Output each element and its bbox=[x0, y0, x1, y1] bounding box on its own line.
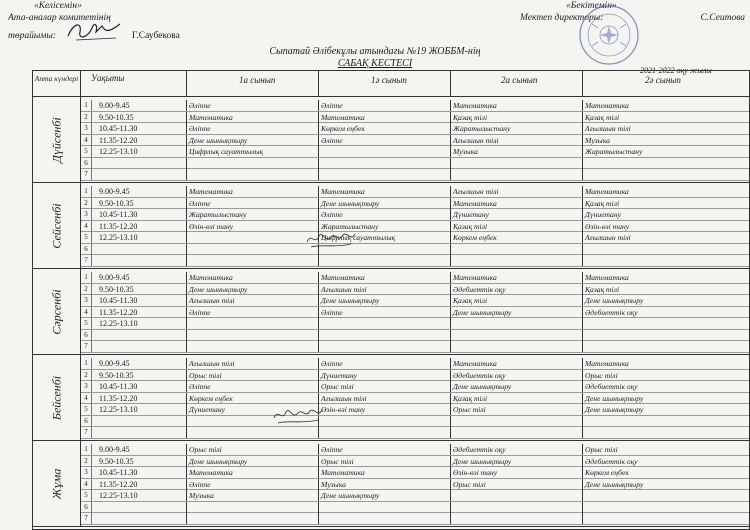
lesson-row bbox=[81, 169, 749, 181]
subject-cell: Әдебиеттік оқу bbox=[585, 382, 638, 391]
subject-cell: Көркем еңбек bbox=[187, 393, 319, 404]
subject-cell bbox=[451, 255, 583, 266]
subject-cell bbox=[319, 169, 451, 180]
lesson-number: 2 bbox=[81, 370, 92, 381]
subject-cell: Орыс тілі bbox=[319, 381, 451, 392]
subject-cell: Қазақ тілі bbox=[585, 112, 620, 122]
lesson-time: 11.35-12.20 bbox=[93, 307, 187, 318]
lesson-row bbox=[81, 330, 749, 342]
lesson-row bbox=[81, 467, 749, 479]
subject-cell: Математика bbox=[585, 273, 629, 282]
subject-cell bbox=[583, 169, 749, 180]
lesson-row bbox=[81, 404, 749, 416]
subject-cell bbox=[451, 513, 583, 524]
subject-cell: Дене шынықтыру bbox=[585, 393, 644, 403]
subject-cell: Қазақ тілі bbox=[451, 393, 583, 404]
subject-cell: Әдебиеттік оқу bbox=[585, 456, 638, 466]
subject-cell: Өзін-өзі тану bbox=[585, 221, 630, 231]
subject-cell: Дүниетану bbox=[319, 370, 451, 381]
lesson-number: 6 bbox=[81, 158, 92, 169]
subject-cell: Музыка bbox=[451, 146, 583, 157]
lesson-number: 7 bbox=[81, 427, 92, 438]
lesson-time: 9.50-10.35 bbox=[93, 456, 187, 467]
lesson-number: 1 bbox=[81, 186, 92, 197]
subject-cell: Музыка bbox=[319, 479, 451, 490]
lesson-row bbox=[81, 158, 749, 170]
lesson-number: 2 bbox=[81, 198, 92, 209]
subject-cell bbox=[187, 341, 319, 352]
subject-cell: Өзін-өзі тану bbox=[319, 404, 451, 415]
subject-cell bbox=[187, 427, 319, 438]
lesson-time bbox=[93, 341, 187, 352]
lesson-time bbox=[93, 502, 187, 513]
subject-cell: Математика bbox=[585, 359, 629, 368]
lesson-time bbox=[93, 244, 187, 255]
subject-cell: Ағылшын тілі bbox=[319, 393, 451, 404]
subject-cell: Ағылшын тілі bbox=[451, 135, 583, 146]
lesson-time: 9.50-10.35 bbox=[93, 284, 187, 295]
lesson-number: 3 bbox=[81, 209, 92, 220]
lesson-time bbox=[93, 416, 187, 427]
day-block bbox=[33, 441, 749, 527]
lesson-row bbox=[81, 221, 749, 233]
lesson-time: 10.45-11.30 bbox=[93, 381, 187, 392]
subject-cell bbox=[319, 318, 451, 329]
subject-cell: Дүниетану bbox=[187, 404, 319, 415]
lesson-row bbox=[81, 112, 749, 124]
subject-cell: Қазақ тілі bbox=[451, 221, 583, 232]
lesson-number: 2 bbox=[81, 456, 92, 467]
subject-cell: Математика bbox=[187, 112, 319, 123]
lesson-row bbox=[81, 513, 749, 525]
lesson-row bbox=[81, 244, 749, 256]
subject-cell: Математика bbox=[585, 187, 629, 196]
subject-cell: Әліппе bbox=[319, 444, 451, 455]
lesson-time bbox=[93, 427, 187, 438]
header-class-2ae: 2ә сынып bbox=[645, 75, 681, 85]
subject-cell: Жаратылыстану bbox=[451, 123, 583, 134]
schedule-table bbox=[32, 70, 750, 530]
subject-cell: Әліппе bbox=[187, 100, 319, 111]
day-name-cell bbox=[33, 355, 81, 441]
subject-cell: Дене шынықтыру bbox=[187, 456, 319, 467]
lesson-number: 2 bbox=[81, 112, 92, 123]
lesson-row bbox=[81, 479, 749, 491]
lesson-number: 4 bbox=[81, 307, 92, 318]
day-block bbox=[33, 97, 749, 183]
subject-cell: Дене шынықтыру bbox=[187, 284, 319, 295]
lesson-row bbox=[81, 490, 749, 502]
subject-cell: Орыс тілі bbox=[451, 479, 583, 490]
day-name: Сейсенбі bbox=[49, 203, 63, 249]
subject-cell: Қазақ тілі bbox=[451, 112, 583, 123]
subject-cell bbox=[583, 255, 749, 266]
day-name-cell bbox=[33, 97, 81, 183]
day-name: Дүйсенбі bbox=[49, 117, 63, 163]
subject-cell: Дүниетану bbox=[585, 210, 621, 219]
subject-cell: Орыс тілі bbox=[187, 370, 319, 381]
lesson-row bbox=[81, 341, 749, 353]
subject-cell bbox=[583, 244, 749, 255]
lesson-number: 3 bbox=[81, 467, 92, 478]
subject-cell bbox=[451, 416, 583, 427]
subject-cell: Ағылшын тілі bbox=[585, 124, 631, 133]
approval-left-line1: «Келісемін» bbox=[34, 1, 82, 11]
subject-cell: Орыс тілі bbox=[585, 370, 618, 380]
subject-cell: Көркем еңбек bbox=[451, 232, 583, 243]
approval-left-line3: төрайымы: bbox=[8, 31, 56, 41]
subject-cell bbox=[451, 158, 583, 169]
subject-cell: Әліппе bbox=[187, 381, 319, 392]
day-name-cell bbox=[33, 183, 81, 269]
day-name-cell bbox=[33, 269, 81, 355]
lesson-time: 11.35-12.20 bbox=[93, 221, 187, 232]
document-title: Сыпатай Әлібекұлы атындағы №19 ЖОББМ-нің bbox=[269, 46, 481, 57]
subject-cell: Дене шынықтыру bbox=[319, 295, 451, 306]
day-name-cell bbox=[33, 441, 81, 527]
day-name: Бейсенбі bbox=[49, 375, 63, 421]
subject-cell: Ағылшын тілі bbox=[585, 233, 631, 242]
subject-cell bbox=[319, 330, 451, 341]
lesson-row bbox=[81, 307, 749, 319]
subject-cell: Музыка bbox=[585, 135, 610, 145]
subject-cell bbox=[319, 502, 451, 513]
lesson-time: 12.25-13.10 bbox=[93, 318, 187, 329]
subject-cell: Дене шынықтыру bbox=[585, 405, 644, 414]
lesson-number: 2 bbox=[81, 284, 92, 295]
lesson-time: 9.50-10.35 bbox=[93, 370, 187, 381]
subject-cell bbox=[319, 158, 451, 169]
lesson-time bbox=[93, 169, 187, 180]
subject-cell: Көркем еңбек bbox=[319, 123, 451, 134]
approval-block-left bbox=[8, 0, 308, 42]
subject-cell: Қазақ тілі bbox=[585, 198, 620, 208]
header-class-1ae: 1ә сынып bbox=[319, 71, 451, 96]
lesson-number: 3 bbox=[81, 123, 92, 134]
subject-cell: Дене шынықтыру bbox=[319, 198, 451, 209]
subject-cell: Әліппе bbox=[187, 479, 319, 490]
lesson-row bbox=[81, 456, 749, 468]
lesson-row bbox=[81, 232, 749, 244]
lesson-number: 5 bbox=[81, 490, 92, 501]
header-time: Уақыты bbox=[81, 71, 187, 96]
subject-cell: Әліппе bbox=[319, 358, 451, 369]
lesson-row bbox=[81, 186, 749, 198]
lesson-number: 5 bbox=[81, 232, 92, 243]
subject-cell: Әліппе bbox=[187, 307, 319, 318]
subject-cell: Әліппе bbox=[187, 123, 319, 134]
subject-cell bbox=[583, 330, 749, 341]
lesson-number: 6 bbox=[81, 416, 92, 427]
subject-cell bbox=[451, 502, 583, 513]
lesson-row bbox=[81, 444, 749, 456]
lesson-number: 7 bbox=[81, 513, 92, 524]
handwritten-note-icon bbox=[272, 404, 324, 426]
lesson-time: 10.45-11.30 bbox=[93, 295, 187, 306]
subject-cell: Математика bbox=[451, 198, 583, 209]
subject-cell: Математика bbox=[319, 272, 451, 283]
lesson-number: 6 bbox=[81, 244, 92, 255]
subject-cell bbox=[187, 330, 319, 341]
subject-cell: Математика bbox=[319, 467, 451, 478]
subject-cell bbox=[583, 502, 749, 513]
subject-cell bbox=[583, 490, 749, 501]
lesson-row bbox=[81, 381, 749, 393]
lesson-number: 5 bbox=[81, 146, 92, 157]
lesson-time: 12.25-13.10 bbox=[93, 490, 187, 501]
subject-cell: Орыс тілі bbox=[585, 445, 618, 454]
subject-cell: Математика bbox=[187, 272, 319, 283]
subject-cell bbox=[583, 416, 749, 427]
subject-cell: Ағылшын тілі bbox=[451, 186, 583, 197]
subject-cell bbox=[319, 341, 451, 352]
lesson-number: 1 bbox=[81, 358, 92, 369]
lesson-row bbox=[81, 370, 749, 382]
approval-right-label: Мектеп директоры: bbox=[520, 13, 604, 23]
subject-cell: Әліппе bbox=[319, 209, 451, 220]
lesson-time: 9.00-9.45 bbox=[93, 272, 187, 283]
lesson-time bbox=[93, 255, 187, 266]
header-class-1a: 1а сынып bbox=[187, 71, 319, 96]
lesson-time: 12.25-13.10 bbox=[93, 146, 187, 157]
lesson-number: 7 bbox=[81, 255, 92, 266]
subject-cell bbox=[451, 318, 583, 329]
subject-cell: Цифрлық сауаттылық bbox=[319, 232, 451, 243]
subject-cell bbox=[583, 158, 749, 169]
subject-cell bbox=[451, 330, 583, 341]
lesson-row bbox=[81, 284, 749, 296]
subject-cell bbox=[451, 244, 583, 255]
approval-right-line1: «Бекітемін» bbox=[566, 1, 617, 11]
day-block bbox=[33, 355, 749, 441]
lesson-row bbox=[81, 198, 749, 210]
approval-left-line2: Ата-аналар комитетінің bbox=[8, 13, 111, 23]
subject-cell: Дене шынықтыру bbox=[319, 490, 451, 501]
lesson-time: 9.50-10.35 bbox=[93, 112, 187, 123]
subject-cell bbox=[583, 427, 749, 438]
header-class-2a: 2а сынып bbox=[451, 71, 583, 96]
subject-cell: Орыс тілі bbox=[451, 404, 583, 415]
subject-cell: Математика bbox=[451, 358, 583, 369]
lesson-time: 11.35-12.20 bbox=[93, 393, 187, 404]
lesson-time bbox=[93, 330, 187, 341]
subject-cell bbox=[319, 427, 451, 438]
lesson-number: 5 bbox=[81, 404, 92, 415]
lesson-number: 7 bbox=[81, 169, 92, 180]
signature-image-left bbox=[66, 24, 122, 42]
subject-cell: Қазақ тілі bbox=[585, 284, 620, 294]
subject-cell: Әліппе bbox=[319, 135, 451, 146]
lesson-number: 7 bbox=[81, 341, 92, 352]
subject-cell: Орыс тілі bbox=[187, 444, 319, 455]
lesson-row bbox=[81, 123, 749, 135]
subject-cell: Жаратылыстану bbox=[585, 147, 643, 156]
subject-cell bbox=[583, 341, 749, 352]
day-name: Жұма bbox=[49, 468, 63, 500]
lesson-row bbox=[81, 135, 749, 147]
lesson-time: 9.00-9.45 bbox=[93, 186, 187, 197]
subject-cell: Дене шынықтыру bbox=[585, 479, 644, 489]
approval-right-signer: С.Сеитова bbox=[700, 13, 745, 23]
subject-cell: Цифрлық сауаттылық bbox=[187, 146, 319, 157]
lesson-time: 9.00-9.45 bbox=[93, 358, 187, 369]
subject-cell: Өзін-өзі тану bbox=[451, 467, 583, 478]
subject-cell: Әліппе bbox=[319, 100, 451, 111]
day-block bbox=[33, 183, 749, 269]
subject-cell bbox=[187, 169, 319, 180]
day-block bbox=[33, 269, 749, 355]
lesson-row bbox=[81, 255, 749, 267]
lesson-number: 1 bbox=[81, 444, 92, 455]
lesson-row bbox=[81, 146, 749, 158]
subject-cell: Әдебиеттік оқу bbox=[451, 444, 583, 455]
academic-year: 2021-2022 оқу жылы bbox=[640, 66, 712, 75]
subject-cell bbox=[187, 232, 319, 243]
subject-cell: Математика bbox=[319, 186, 451, 197]
lesson-number: 4 bbox=[81, 479, 92, 490]
lesson-number: 1 bbox=[81, 100, 92, 111]
lesson-number: 6 bbox=[81, 330, 92, 341]
lesson-time: 10.45-11.30 bbox=[93, 467, 187, 478]
lesson-row bbox=[81, 502, 749, 514]
approval-left-signer: Г.Саубекова bbox=[131, 31, 180, 41]
subject-cell: Дене шынықтыру bbox=[585, 296, 644, 305]
subject-cell: Жаратылыстану bbox=[187, 209, 319, 220]
lesson-number: 3 bbox=[81, 295, 92, 306]
lesson-number: 1 bbox=[81, 272, 92, 283]
lesson-number: 4 bbox=[81, 135, 92, 146]
lesson-row bbox=[81, 358, 749, 370]
lesson-time bbox=[93, 158, 187, 169]
subject-cell: Математика bbox=[585, 101, 629, 110]
subject-cell bbox=[451, 427, 583, 438]
lesson-time: 11.35-12.20 bbox=[93, 135, 187, 146]
subject-cell: Математика bbox=[319, 112, 451, 123]
subject-cell: Дене шынықтыру bbox=[451, 381, 583, 392]
subject-cell: Музыка bbox=[187, 490, 319, 501]
subject-cell bbox=[187, 502, 319, 513]
subject-cell: Орыс тілі bbox=[319, 456, 451, 467]
lesson-number: 4 bbox=[81, 221, 92, 232]
subject-cell bbox=[319, 146, 451, 157]
subject-cell: Математика bbox=[451, 100, 583, 111]
lesson-time: 9.00-9.45 bbox=[93, 100, 187, 111]
day-name: Сәрсенбі bbox=[49, 289, 63, 335]
lesson-row bbox=[81, 209, 749, 221]
subject-cell: Өзін-өзі тану bbox=[187, 221, 319, 232]
lesson-row bbox=[81, 393, 749, 405]
subject-cell: Жаратылыстану bbox=[319, 221, 451, 232]
subject-cell: Әдебиеттік оқу bbox=[451, 284, 583, 295]
subject-cell: Әліппе bbox=[187, 198, 319, 209]
handwritten-note-icon bbox=[305, 228, 357, 250]
subject-cell: Әдебиеттік оқу bbox=[451, 370, 583, 381]
subject-cell bbox=[583, 318, 749, 329]
lesson-row bbox=[81, 427, 749, 439]
lesson-number: 4 bbox=[81, 393, 92, 404]
lesson-row bbox=[81, 100, 749, 112]
subject-cell: Дене шынықтыру bbox=[187, 135, 319, 146]
lesson-time bbox=[93, 513, 187, 524]
subject-cell bbox=[319, 255, 451, 266]
subject-cell bbox=[187, 513, 319, 524]
header-days: Апта күндері bbox=[33, 71, 81, 96]
subject-cell: Әдебиеттік оқу bbox=[585, 307, 638, 317]
subject-cell: Математика bbox=[451, 272, 583, 283]
lesson-number: 5 bbox=[81, 318, 92, 329]
lesson-time: 9.00-9.45 bbox=[93, 444, 187, 455]
lesson-time: 9.50-10.35 bbox=[93, 198, 187, 209]
lesson-time: 11.35-12.20 bbox=[93, 479, 187, 490]
lesson-number: 3 bbox=[81, 381, 92, 392]
subject-cell: Дене шынықтыру bbox=[451, 307, 583, 318]
subject-cell: Қазақ тілі bbox=[451, 295, 583, 306]
subject-cell: Дүниетану bbox=[451, 209, 583, 220]
lesson-row bbox=[81, 295, 749, 307]
subject-cell bbox=[451, 169, 583, 180]
lesson-number: 6 bbox=[81, 502, 92, 513]
subject-cell: Ағылшын тілі bbox=[319, 284, 451, 295]
subject-cell: Ағылшын тілі bbox=[187, 358, 319, 369]
subject-cell bbox=[319, 513, 451, 524]
subject-cell bbox=[187, 244, 319, 255]
table-header-row bbox=[33, 71, 749, 97]
lesson-time: 12.25-13.10 bbox=[93, 404, 187, 415]
subject-cell: Ағылшын тілі bbox=[187, 295, 319, 306]
subject-cell: Математика bbox=[187, 186, 319, 197]
subject-cell bbox=[187, 318, 319, 329]
subject-cell: Әліппе bbox=[319, 307, 451, 318]
subject-cell: Математика bbox=[187, 467, 319, 478]
lesson-time: 10.45-11.30 bbox=[93, 209, 187, 220]
subject-cell bbox=[187, 158, 319, 169]
document-subtitle: САБАҚ КЕСТЕСІ bbox=[337, 58, 413, 69]
lesson-time: 10.45-11.30 bbox=[93, 123, 187, 134]
subject-cell bbox=[187, 255, 319, 266]
subject-cell bbox=[583, 513, 749, 524]
subject-cell bbox=[451, 341, 583, 352]
subject-cell bbox=[451, 490, 583, 501]
lesson-row bbox=[81, 318, 749, 330]
lesson-time: 12.25-13.10 bbox=[93, 232, 187, 243]
lesson-row bbox=[81, 272, 749, 284]
subject-cell bbox=[319, 416, 451, 427]
lesson-row bbox=[81, 416, 749, 428]
subject-cell: Көркем еңбек bbox=[585, 468, 629, 477]
subject-cell: Дене шынықтыру bbox=[451, 456, 583, 467]
